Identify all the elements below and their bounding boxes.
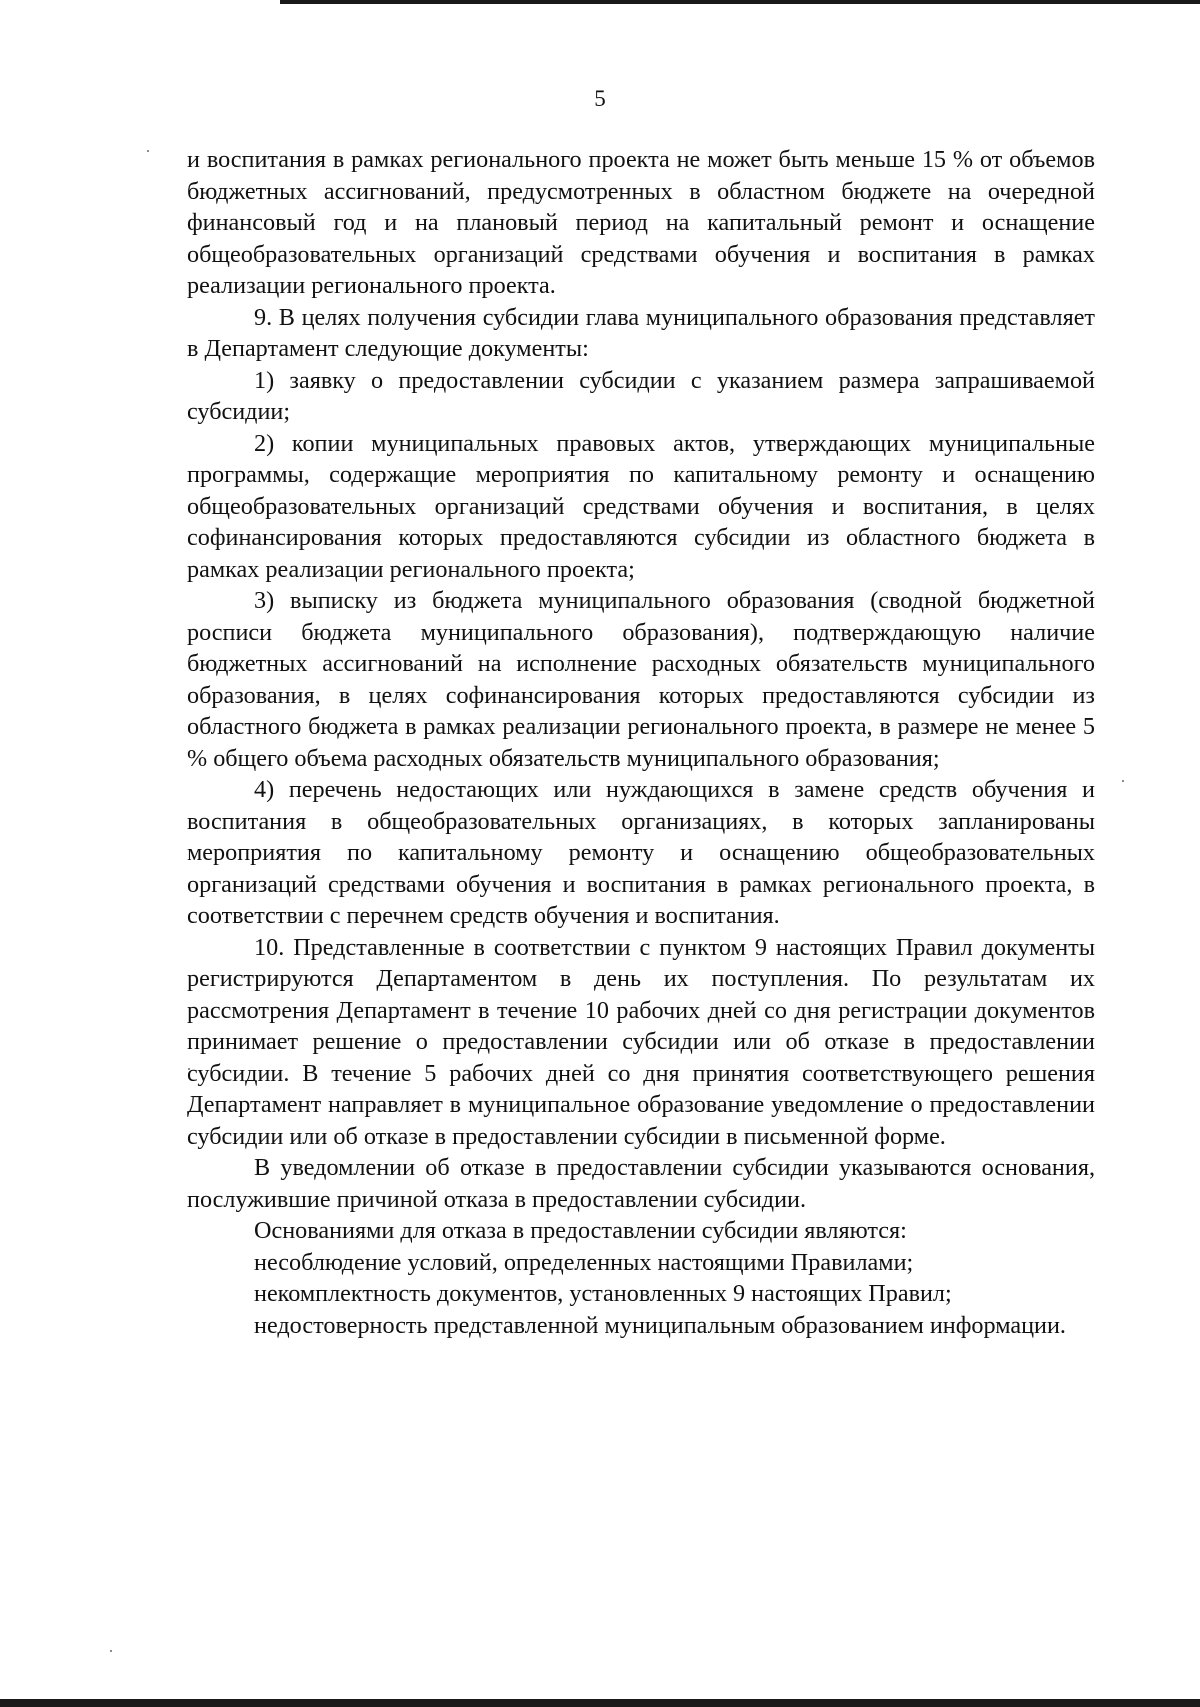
page-number: 5	[594, 86, 606, 111]
refusal-ground-2: некомплектность документов, установленных 9 настоящих Правил;	[254, 1280, 952, 1307]
scan-border-bottom	[0, 1699, 1200, 1707]
scan-speck	[147, 150, 149, 152]
document-body	[187, 144, 1095, 1341]
paragraph-refusal-grounds: Основаниями для отказа в предоставлении субсидии являются:	[254, 1217, 907, 1244]
paragraph-refusal-notice: В уведомлении об отказе в предоставлении субсидии указываются основания, послужившие причиной отказа в предоставлении субсидии.	[187, 1154, 1095, 1213]
scan-border-top	[280, 0, 1200, 4]
list-item-1: 1) заявку о предоставлении субсидии с указанием размера запрашиваемой субсидии;	[187, 366, 1095, 425]
refusal-ground-1: несоблюдение условий, определенных настоящими Правилами;	[254, 1248, 914, 1276]
list-item-3: 3) выписку из бюджета муниципального образования (сводной бюджетной росписи бюджета муниципального образования), подтверждающую наличие бюджетных ассигнований на исполнение расходных обязательств муниципального образования, в целях софинансирования которых предоставляются субсидии из областного бюджета в рамках реализации регионального проекта, в размере не менее 5 % общего объема расходных обязательств муниципального образования;	[187, 587, 1095, 772]
list-item-4: 4) перечень недостающих или нуждающихся в замене средств обучения и воспитания в общеобразовательных организациях, в которых запланированы мероприятия по капитальному ремонту и оснащению общеобразовательных организаций средствами обучения и воспитания в рамках регионального проекта, в соответствии с перечнем средств обучения и воспитания.	[187, 776, 1095, 929]
scan-speck	[110, 1650, 112, 1652]
scan-speck	[1122, 780, 1124, 782]
paragraph-item-10: 10. Представленные в соответствии с пунктом 9 настоящих Правил документы регистрируются Департаментом в день их поступления. По результатам их рассмотрения Департамент в течение 10 рабочих дней со дня регистрации документов принимает решение о предоставлении субсидии или об отказе в предоставлении субсидии. В течение 5 рабочих дней со дня принятия соответствующего решения Департамент направляет в муниципальное образование уведомление о предоставлении субсидии или об отказе в предоставлении субсидии в письменной форме.	[187, 933, 1095, 1150]
list-item-2: 2) копии муниципальных правовых актов, утверждающих муниципальные программы, содержащие мероприятия по капитальному ремонту и оснащению общеобразовательных организаций средствами обучения и воспитания, в целях софинансирования которых предоставляются субсидии из областного бюджета в рамках реализации регионального проекта;	[187, 429, 1095, 583]
paragraph-continuation: и воспитания в рамках регионального проекта не может быть меньше 15 % от объемов бюджетных ассигнований, предусмотренных в областном бюджете на очередной финансовый год и на плановый период на капитальный ремонт и оснащение общеобразовательных организаций средствами обучения и воспитания в рамках реализации регионального проекта.	[187, 146, 1095, 299]
paragraph-item-9: 9. В целях получения субсидии глава муниципального образования представляет в Департамент следующие документы:	[187, 303, 1095, 362]
refusal-ground-3: недостоверность представленной муниципальным образованием информации.	[254, 1311, 1066, 1339]
